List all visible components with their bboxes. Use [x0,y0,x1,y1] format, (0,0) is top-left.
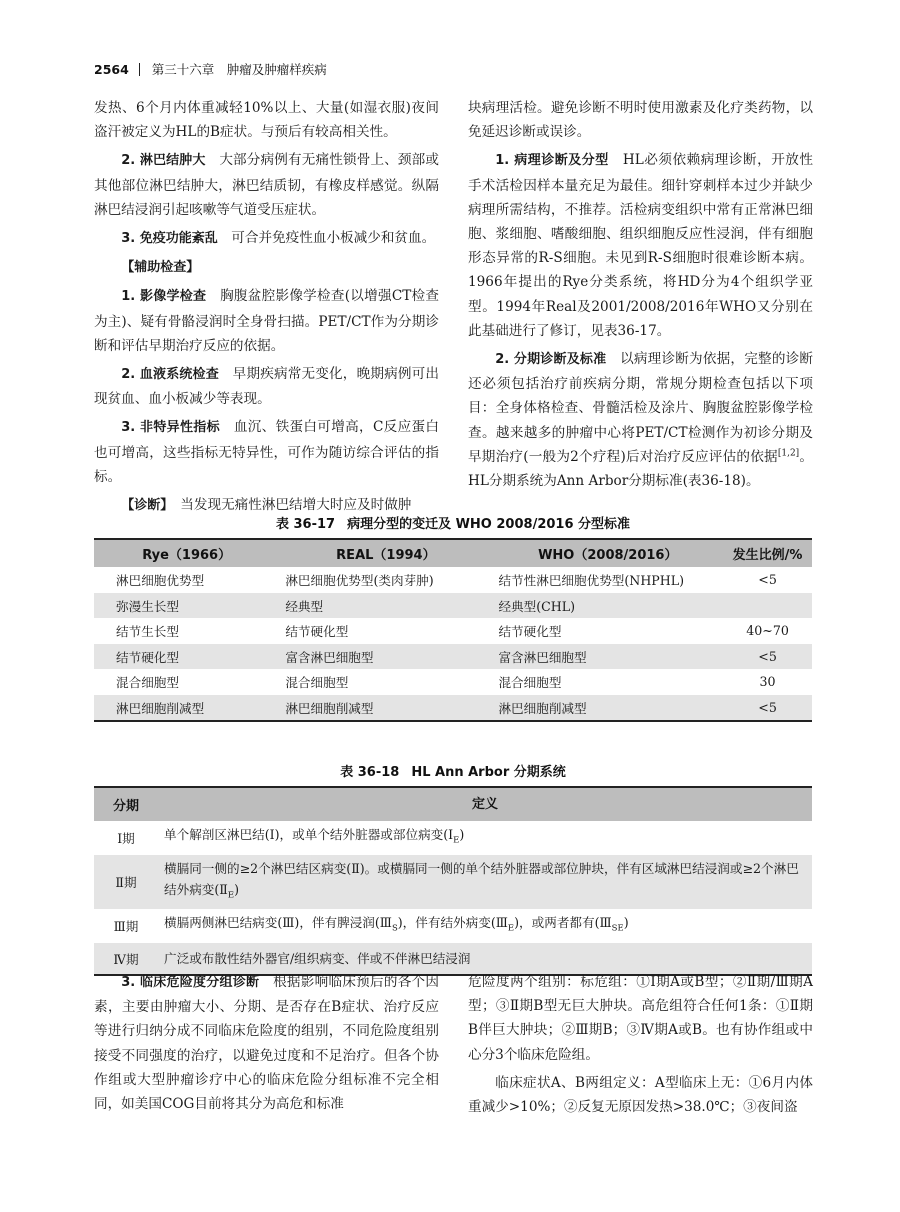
column-header: REAL（1994） [279,539,492,567]
paragraph-text: 根据影响临床预后的各个因素，主要由肿瘤大小、分期、是否存在B症状、治疗反应等进行归纳分成不同临床危险度的组别，不同危险度组别接受不同强度的治疗，以避免过度和不足治疗。但各个协作组或大型肿瘤诊疗中心的临床危险分组标准不完全相同，如美国COG目前将其分为高危和标准 [94,974,439,1113]
subscript: S [391,923,398,934]
subscript: SE [611,923,624,934]
subheading: 3. 临床危险度分组诊断 [121,975,260,990]
table-header-row [94,787,812,821]
definition-text: 单个解剖区淋巴结(Ⅰ)，或单个结外脏器或部位病变(Ⅰ [164,827,454,842]
table-row [94,618,812,644]
paragraph-text: 。HL分期系统为Ann Arbor分期标准(表36-18)。 [468,448,813,490]
definition-text: ) [459,827,465,842]
table-cell: 富含淋巴细胞型 [279,644,492,670]
stage-cell: Ⅱ期 [94,855,158,910]
definition-cell [158,821,812,855]
stage-cell: Ⅲ期 [113,919,139,935]
table-cell: <5 [758,572,777,588]
table-cell: 淋巴细胞优势型 [116,573,205,589]
paragraph [94,226,439,251]
table-cell: 40~70 [746,623,789,639]
table-cell: 弥漫生长型 [94,593,279,619]
table-caption [94,761,812,780]
table-cell [723,593,812,619]
table-cell: 30 [759,674,776,690]
table-cell: <5 [723,644,812,670]
table-row [94,567,812,593]
paragraph [468,347,813,493]
definition-text: ) [234,881,239,897]
page-number: 2564 [94,62,129,77]
table-cell: 混合细胞型 [498,675,562,691]
table-cell: 混合细胞型 [285,675,349,691]
subheading: 1. 影像学检查 [121,289,207,305]
table-number: 表 36-17 [275,517,336,532]
definition-cell [158,909,812,943]
paragraph-text: 胸腹盆腔影像学检查(以增强CT检查为主)、疑有骨骼浸润时全身骨扫描。PET/CT作为分期诊断和评估早期治疗反应的依据。 [94,288,439,354]
paragraph: 块病理活检。避免诊断不明时使用激素及化疗类药物，以免延迟诊断或误诊。 [468,100,813,141]
table-cell: 富含淋巴细胞型 [492,644,723,670]
paragraph-text: 以病理诊断为依据，完整的诊断还必须包括治疗前疾病分期，常规分期检查包括以下项目：全身体格检查、骨髓活检及涂片、胸腹盆腔影像学检查。越来越多的肿瘤中心将PET/CT检测作为初诊分期及早期治疗(一般为2个疗程)后对治疗反应评估的依据 [468,351,813,465]
table-title: 病理分型的变迁及 WHO 2008/2016 分型标准 [347,517,631,532]
paragraph [94,284,439,358]
bottom-left-column [94,970,439,1120]
subheading: 3. 非特异性指标 [121,420,220,436]
column-header: 发生比例/% [723,539,812,567]
table-cell: 经典型(CHL) [492,593,723,619]
section-heading: 【诊断】 [121,498,167,514]
definition-text: 广泛或布散性结外器官/组织病变、伴或不伴淋巴结浸润 [164,950,471,966]
subheading: 2. 淋巴结肿大 [121,153,206,169]
subscript: E [507,923,515,934]
subscript: E [227,890,235,901]
paragraph: 临床症状A、B两组定义：A型临床上无：①6月内体重减少>10%；②反复无原因发热>38.0℃；③夜间盗 [468,1074,813,1116]
table-cell: <5 [723,695,812,722]
definition-text: )，伴有结外病变(Ⅲ [397,915,508,931]
paragraph [94,362,439,411]
subscript: E [453,835,460,846]
table-cell: 淋巴细胞削减型 [492,695,723,722]
table-cell: 淋巴细胞优势型(类肉芽肿) [285,573,434,589]
paragraph-text: 血沉、铁蛋白可增高，C反应蛋白也可增高，这些指标无特异性，可作为随访综合评估的指标。 [94,419,439,485]
subheading: 2. 分期诊断及标准 [495,352,607,368]
definition-text: ) [623,915,629,931]
column-header: Rye（1966） [94,539,279,567]
table-cell: 结节硬化型 [94,644,279,670]
definition-text: 横膈同一侧的≥2个淋巴结区病变(Ⅱ)。或横膈同一侧的单个结外脏器或部位肿块，伴有区域淋巴结浸润或≥2个淋巴结外病变(Ⅱ [164,860,799,897]
paragraph: 危险度两个组别：标危组：①Ⅰ期A或B型；②Ⅱ期/Ⅲ期A型；③Ⅱ期B型无巨大肿块。高危组符合任何1条：①Ⅱ期B伴巨大肿块；②Ⅲ期B；③Ⅳ期A或B。也有协作组或中心分3个临床危险组。 [468,974,813,1063]
table-row [94,695,812,722]
paragraph-text: 大部分病例有无痛性锁骨上、颈部或其他部位淋巴结肿大，淋巴结质韧，有橡皮样感觉。纵隔淋巴结浸润引起咳嗽等气道受压症状。 [94,152,440,218]
table-cell: 结节硬化型 [285,624,349,640]
paragraph-text: 早期疾病常无变化，晚期病例可出现贫血、血小板减少等表现。 [94,366,439,408]
bottom-right-column [468,970,813,1123]
definition-cell [158,855,812,910]
right-column [468,96,813,497]
paragraph-text: 可合并免疫性血小板减少和贫血。 [217,230,436,247]
column-header: 分期 [94,787,158,821]
paragraph [94,148,439,222]
definition-text: 横膈两侧淋巴结病变(Ⅲ)，伴有脾浸润(Ⅲ [164,915,392,931]
table-row [94,593,812,619]
section-heading [94,255,439,280]
table-row [94,669,812,695]
definition-text: )，或两者都有(Ⅲ [514,915,612,931]
subheading: 2. 血液系统检查 [121,367,219,383]
table-caption [94,513,812,532]
paragraph [94,415,439,489]
header-divider [139,63,140,76]
subheading: 1. 病理诊断及分型 [495,153,609,169]
paragraph [468,148,813,343]
section-heading-text: 【辅助检查】 [121,260,200,276]
column-header: 定义 [158,787,812,821]
subheading: 3. 免疫功能紊乱 [121,231,218,247]
table-cell: 淋巴细胞削减型 [94,695,279,722]
paragraph [94,970,439,1116]
stage-cell: Ⅳ期 [94,943,158,976]
table-row [94,644,812,670]
table-cell: 结节生长型 [116,624,179,640]
pathology-classification-table [94,538,812,722]
table-cell: 淋巴细胞削减型 [279,695,492,722]
table-cell: 结节性淋巴细胞优势型(NHPHL) [498,573,685,589]
stage-cell: Ⅰ期 [117,831,135,847]
paragraph-text: HL必须依赖病理诊断，开放性手术活检因样本量充足为最佳。细针穿刺样本过少并缺少病理所需结构，不推荐。活检病变组织中常有正常淋巴细胞、浆细胞、嗜酸细胞、组织细胞反应性浸润，伴有细胞形态异常的R-S细胞。未见到R-S细胞时很难诊断本病。1966年提出的Rye分类系统，将HD分为4个组织学亚型。1994年Real及2001/2008/2016年WHO又分别在此基础进行了修订，见表36-17。 [468,152,813,339]
table-header-row [94,539,812,567]
table-number: 表 36-18 [340,765,400,780]
ann-arbor-staging-table [94,786,812,976]
table-row [94,909,812,943]
table-cell: 经典型 [279,593,492,619]
table-row [94,821,812,855]
table-row [94,855,812,910]
chapter-title: 第三十六章 肿瘤及肿瘤样疾病 [151,62,327,77]
table-cell: 混合细胞型 [116,675,179,691]
citation-ref: [1,2] [777,448,800,459]
table-title: HL Ann Arbor 分期系统 [411,765,566,780]
table-cell: 结节硬化型 [498,624,562,640]
column-header: WHO（2008/2016） [492,539,723,567]
left-column [94,96,439,522]
paragraph-text: 当发现无痛性淋巴结增大时应及时做肿 [166,497,412,514]
paragraph: 发热、6个月内体重减轻10%以上、大量(如湿衣服)夜间盗汗被定义为HL的B症状。与预后有较高相关性。 [94,100,439,141]
running-head [94,60,327,78]
